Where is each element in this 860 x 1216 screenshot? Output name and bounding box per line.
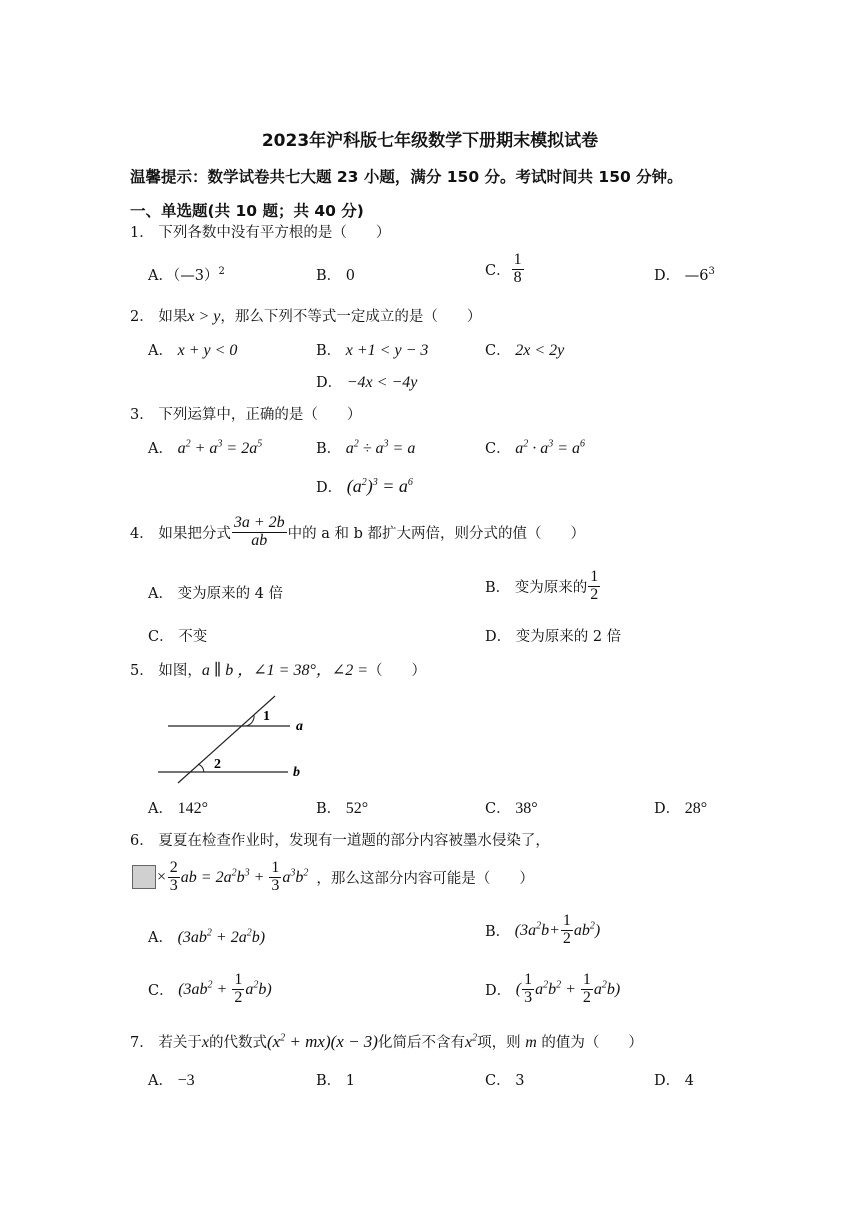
question-2-stem: 2． 如果x > y，那么下列不等式一定成立的是（ ） [130, 308, 482, 325]
q5-option-b[interactable]: B． 52° [316, 800, 369, 817]
line-b-label: b [293, 765, 300, 780]
angle-1-label: 1 [263, 709, 270, 724]
q5-option-d[interactable]: D． 28° [654, 800, 708, 817]
page-title: 2023年沪科版七年级数学下册期末模拟试卷 [261, 131, 599, 151]
q4-option-a[interactable]: A． 变为原来的 4 倍 [148, 586, 284, 602]
q6-option-c[interactable]: C． ($3ab^2$ + $\frac{1}{2}$ $a^2b$) [148, 971, 272, 1006]
question-4-stem: 4． 如果把分式 $\frac{3a + 2b}{ab}$ 中的 a 和 b 都扩大两倍，则分式的值（ ） [130, 514, 586, 549]
line-a-label: a [296, 719, 303, 734]
section-heading: 一、单选题(共 10 题；共 40 分) [130, 202, 364, 220]
q6-option-b[interactable]: B． ($3a^2b+$ $\frac{1}{2}$ $ab^2$) [485, 912, 601, 947]
q7-option-c[interactable]: C． 3 [485, 1073, 525, 1089]
q2-option-d[interactable]: D． −4x < −4y [316, 374, 418, 391]
q4-option-d[interactable]: D． 变为原来的 2 倍 [485, 629, 622, 645]
angle-2-label: 2 [214, 757, 221, 772]
question-5-stem: 5． 如图，a ∥ b ，∠1 = 38°，∠2 =（ ） [130, 662, 427, 679]
q3-option-a[interactable]: A． $a^2 + a^3 = 2a^5$ [148, 438, 263, 457]
q7-option-d[interactable]: D． 4 [654, 1073, 694, 1089]
angle-2-arc [198, 764, 204, 772]
parallel-lines-figure [150, 693, 320, 788]
q1-option-a[interactable]: A．（—3）$^2$ [148, 266, 225, 284]
q5-option-a[interactable]: A． 142° [148, 800, 208, 817]
question-3-stem: 3． 下列运算中，正确的是（ ） [130, 407, 362, 423]
q1-option-d[interactable]: D． $—6^3$ [654, 266, 715, 284]
q6-option-d[interactable]: D． ( $\frac{1}{3}$ $a^2b^2$ + $\frac{1}{2}$ $a^2b$) [485, 971, 621, 1006]
q2-option-c[interactable]: C． 2x < 2y [485, 342, 565, 359]
q4-option-c[interactable]: C． 不变 [148, 629, 208, 645]
exam-tip: 温馨提示：数学试卷共七大题 23 小题，满分 150 分。考试时间共 150 分钟。 [130, 168, 683, 186]
q1-option-c[interactable]: C． $\frac{1}{8}$ [485, 251, 522, 286]
question-1-stem: 1． 下列各数中没有平方根的是（ ） [130, 225, 391, 241]
q3-option-b[interactable]: B． $a^2 \div a^3 = a$ [316, 438, 416, 457]
q6-equation: × $\frac{2}{3}$ ab = $2a^2b^3$ + $\frac{1}{3}$ $a^3b^2$ ，那么这部分内容可能是（ ） [132, 860, 534, 895]
q5-option-c[interactable]: C． 38° [485, 800, 538, 817]
q6-option-a[interactable]: A． $(3ab^2 + 2a^2b)$ [148, 927, 266, 946]
transversal-line [178, 696, 275, 783]
q3-option-c[interactable]: C． $a^2 \cdot a^3 = a^6$ [485, 438, 586, 457]
q1-option-b[interactable]: B． 0 [316, 268, 355, 284]
q4-option-b[interactable]: B． 变为原来的 $\frac{1}{2}$ [485, 568, 599, 603]
q7-option-a[interactable]: A． −3 [148, 1072, 195, 1089]
question-6-stem: 6． 夏夏在检查作业时，发现有一道题的部分内容被墨水侵染了， [130, 833, 550, 849]
q2-option-a[interactable]: A． x + y < 0 [148, 342, 238, 359]
q3-option-d[interactable]: D． $(a^2)^3 = a^6$ [316, 476, 413, 496]
q2-option-b[interactable]: B． x +1 < y − 3 [316, 342, 429, 359]
q7-option-b[interactable]: B． 1 [316, 1073, 355, 1089]
question-7-stem: 7． 若关于x的代数式$(x^2 + mx)(x - 3)$化简后不含有$x^2$项，则 m 的值为（ ） [130, 1032, 643, 1051]
ink-stain-box [132, 865, 156, 889]
